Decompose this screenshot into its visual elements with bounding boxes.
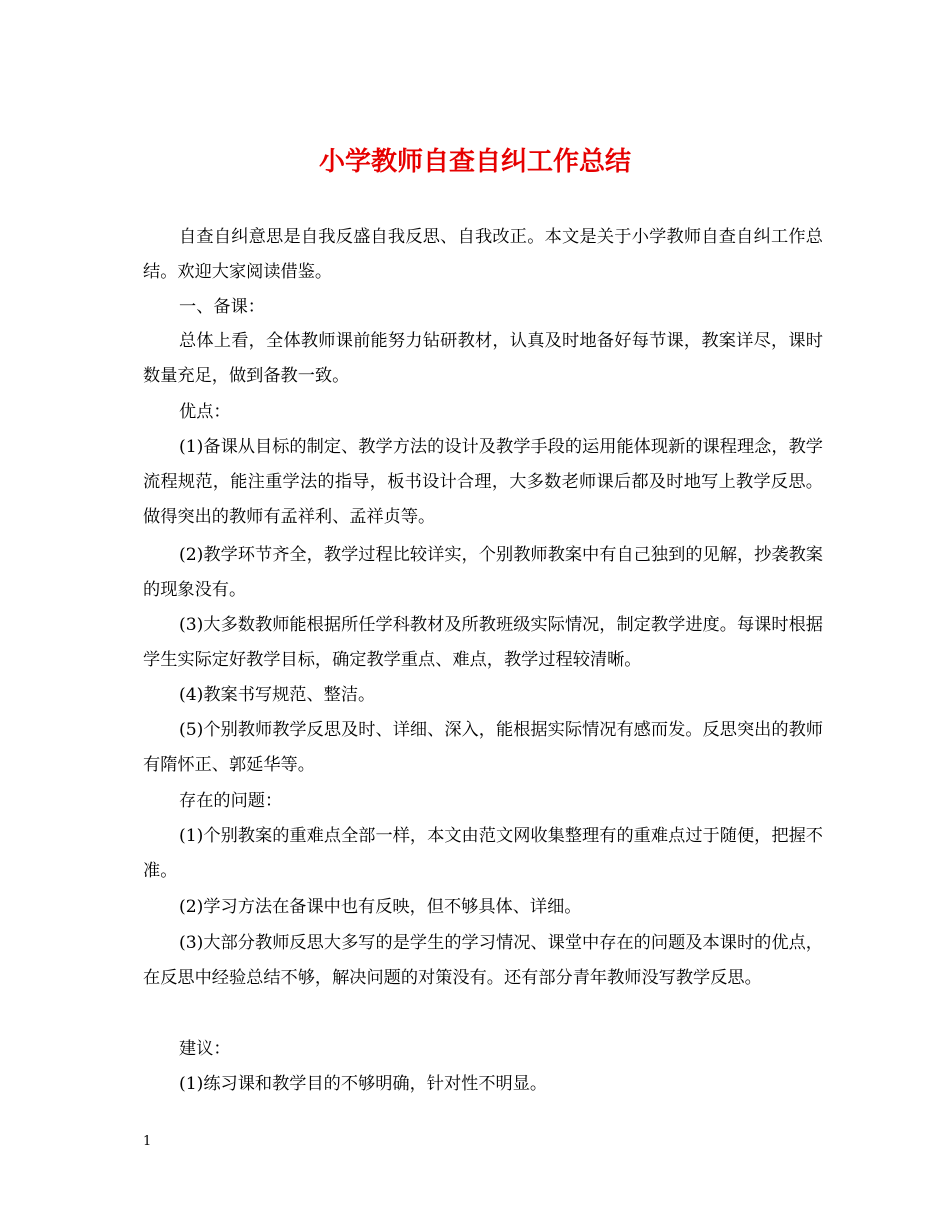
strength-item-3: (3)大多数教师能根据所任学科教材及所教班级实际情况，制定教学进度。每课时根据学生实际定好教学目标，确定教学重点、难点，教学过程较清晰。	[143, 615, 823, 670]
overview-paragraph: 总体上看，全体教师课前能努力钻研教材，认真及时地备好每节课，教案详尽，课时数量充足，做到备教一致。	[143, 331, 823, 386]
problem-item-1: (1)个别教案的重难点全部一样，本文由范文网收集整理有的重难点过于随便，把握不准。	[143, 826, 823, 881]
subheading-strengths: 优点：	[179, 402, 231, 422]
problem-item-2: (2)学习方法在备课中也有反映，但不够具体、详细。	[179, 897, 582, 917]
strength-item-5: (5)个别教师教学反思及时、详细、深入，能根据实际情况有感而发。反思突出的教师有隋怀正、郭延华等。	[143, 720, 823, 775]
subheading-problems: 存在的问题：	[179, 791, 283, 811]
strength-item-4: (4)教案书写规范、整洁。	[179, 685, 376, 705]
document-title: 小学教师自查自纠工作总结	[318, 147, 631, 177]
section-heading-lesson-prep: 一、备课：	[179, 297, 265, 317]
subheading-suggestions: 建议：	[179, 1039, 231, 1059]
problem-item-3: (3)大部分教师反思大多写的是学生的学习情况、课堂中存在的问题及本课时的优点，在反思中经验总结不够，解决问题的对策没有。还有部分青年教师没写教学反思。	[143, 933, 823, 988]
suggestion-item-1: (1)练习课和教学目的不够明确，针对性不明显。	[179, 1074, 548, 1094]
strength-item-2: (2)教学环节齐全，教学过程比较详实，个别教师教案中有自己独到的见解，抄袭教案的现象没有。	[143, 545, 823, 600]
intro-paragraph: 自查自纠意思是自我反盛自我反思、自我改正。本文是关于小学教师自查自纠工作总结。欢迎大家阅读借鉴。	[143, 227, 823, 282]
page-number: 1	[143, 1134, 152, 1149]
strength-item-1: (1)备课从目标的制定、教学方法的设计及教学手段的运用能体现新的课程理念，教学流程规范，能注重学法的指导，板书设计合理，大多数老师课后都及时地写上教学反思。做得突出的教师有孟祥利、孟祥贞等。	[143, 437, 823, 527]
